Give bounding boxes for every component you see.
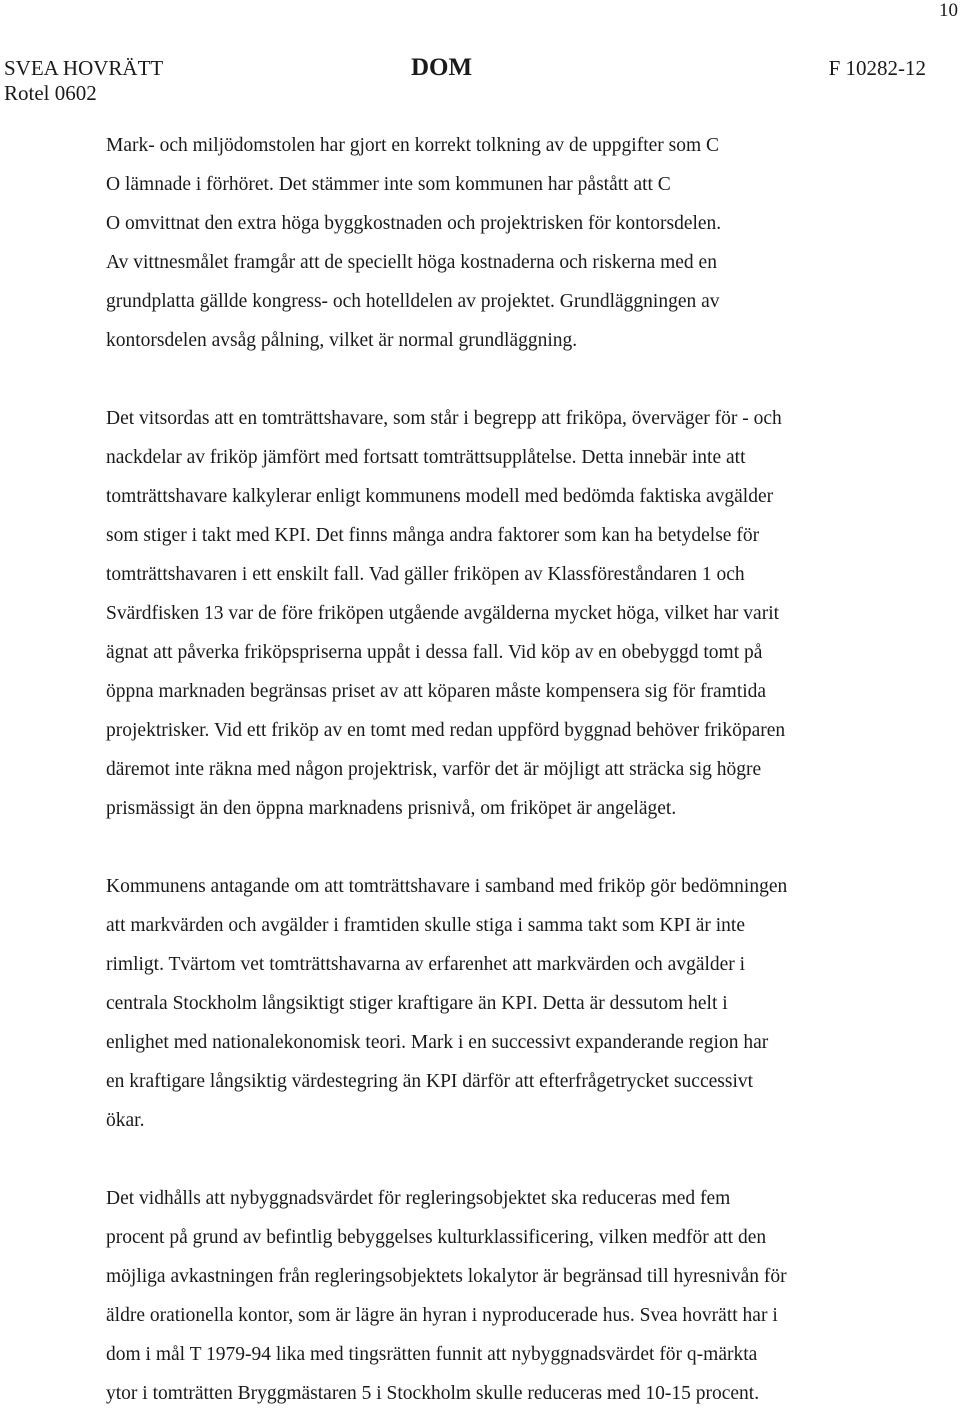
text-line: ytor i tomträtten Bryggmästaren 5 i Stockholm skulle reduceras med 10-15 procent. [106, 1383, 760, 1404]
text-line: projektrisker. Vid ett friköp av en tomt med redan uppförd byggnad behöver friköparen [106, 720, 786, 741]
paragraph-3 [106, 867, 906, 1140]
text-line: procent på grund av befintlig bebyggelses kulturklassificering, vilken medför att den [106, 1227, 767, 1248]
text-line: centrala Stockholm långsiktigt stiger kraftigare än KPI. Detta är dessutom helt i [106, 993, 728, 1014]
document-header [4, 56, 926, 108]
text-line: tomträttshavare kalkylerar enligt kommunens modell med bedömda faktiska avgälder [106, 486, 774, 507]
paragraph-2 [106, 399, 906, 828]
text-line: Mark- och miljödomstolen har gjort en korrekt tolkning av de uppgifter som C [106, 135, 720, 156]
text-line: prismässigt än den öppna marknadens prisnivå, om friköpet är angeläget. [106, 798, 677, 819]
paragraph-1 [106, 126, 906, 360]
text-line: Kommunens antagande om att tomträttshavare i samband med friköp gör bedömningen [106, 876, 788, 897]
page-number: 10 [939, 0, 958, 21]
text-line: O lämnade i förhöret. Det stämmer inte som kommunen har påstått att C [106, 174, 671, 195]
text-line: en kraftigare långsiktig värdestegring än KPI därför att efterfrågetrycket successivt [106, 1071, 754, 1092]
text-line: äldre orationella kontor, som är lägre än hyran i nyproducerade hus. Svea hovrätt har i [106, 1305, 778, 1326]
text-line: Det vitsordas att en tomträttshavare, som står i begrepp att friköpa, överväger för - och [106, 408, 782, 429]
text-line: dom i mål T 1979-94 lika med tingsrätten funnit att nybyggnadsvärdet för q-märkta [106, 1344, 758, 1365]
text-line: ökar. [106, 1110, 145, 1131]
document-type: DOM [411, 54, 473, 81]
text-line: öppna marknaden begränsas priset av att köparen måste kompensera sig för framtida [106, 681, 767, 702]
text-line: nackdelar av friköp jämfört med fortsatt tomträttsupplåtelse. Detta innebär inte att [106, 447, 746, 468]
court-name: SVEA HOVRÄTT [4, 56, 164, 80]
text-line: Svärdfisken 13 var de före friköpen utgående avgälderna mycket höga, vilket har varit [106, 603, 780, 624]
text-line: möjliga avkastningen från regleringsobjektets lokalytor är begränsad till hyresnivån för [106, 1266, 787, 1287]
text-line: kontorsdelen avsåg pålning, vilket är normal grundläggning. [106, 330, 578, 351]
document-body [106, 126, 906, 1413]
text-line: Av vittnesmålet framgår att de speciellt höga kostnaderna och riskerna med en [106, 252, 717, 273]
paragraph-4 [106, 1179, 906, 1413]
text-line: grundplatta gällde kongress- och hotelldelen av projektet. Grundläggningen av [106, 291, 720, 312]
case-number: F 10282-12 [828, 56, 926, 80]
text-line: som stiger i takt med KPI. Det finns många andra faktorer som kan ha betydelse för [106, 525, 760, 546]
text-line: O omvittnat den extra höga byggkostnaden och projektrisken för kontorsdelen. [106, 213, 722, 234]
text-line: Det vidhålls att nybyggnadsvärdet för regleringsobjektet ska reduceras med fem [106, 1188, 731, 1209]
text-line: enlighet med nationalekonomisk teori. Mark i en successivt expanderande region har [106, 1032, 769, 1053]
text-line: ägnat att påverka friköpspriserna uppåt i dessa fall. Vid köp av en obebyggd tomt på [106, 642, 763, 663]
text-line: rimligt. Tvärtom vet tomträttshavarna av erfarenhet att markvärden och avgälder i [106, 954, 746, 975]
text-line: att markvärden och avgälder i framtiden skulle stiga i samma takt som KPI är inte [106, 915, 745, 936]
text-line: däremot inte räkna med någon projektrisk, varför det är möjligt att sträcka sig högre [106, 759, 762, 780]
division-label: Rotel 0602 [4, 81, 97, 105]
text-line: tomträttshavaren i ett enskilt fall. Vad gäller friköpen av Klassföreståndaren 1 och [106, 564, 745, 585]
